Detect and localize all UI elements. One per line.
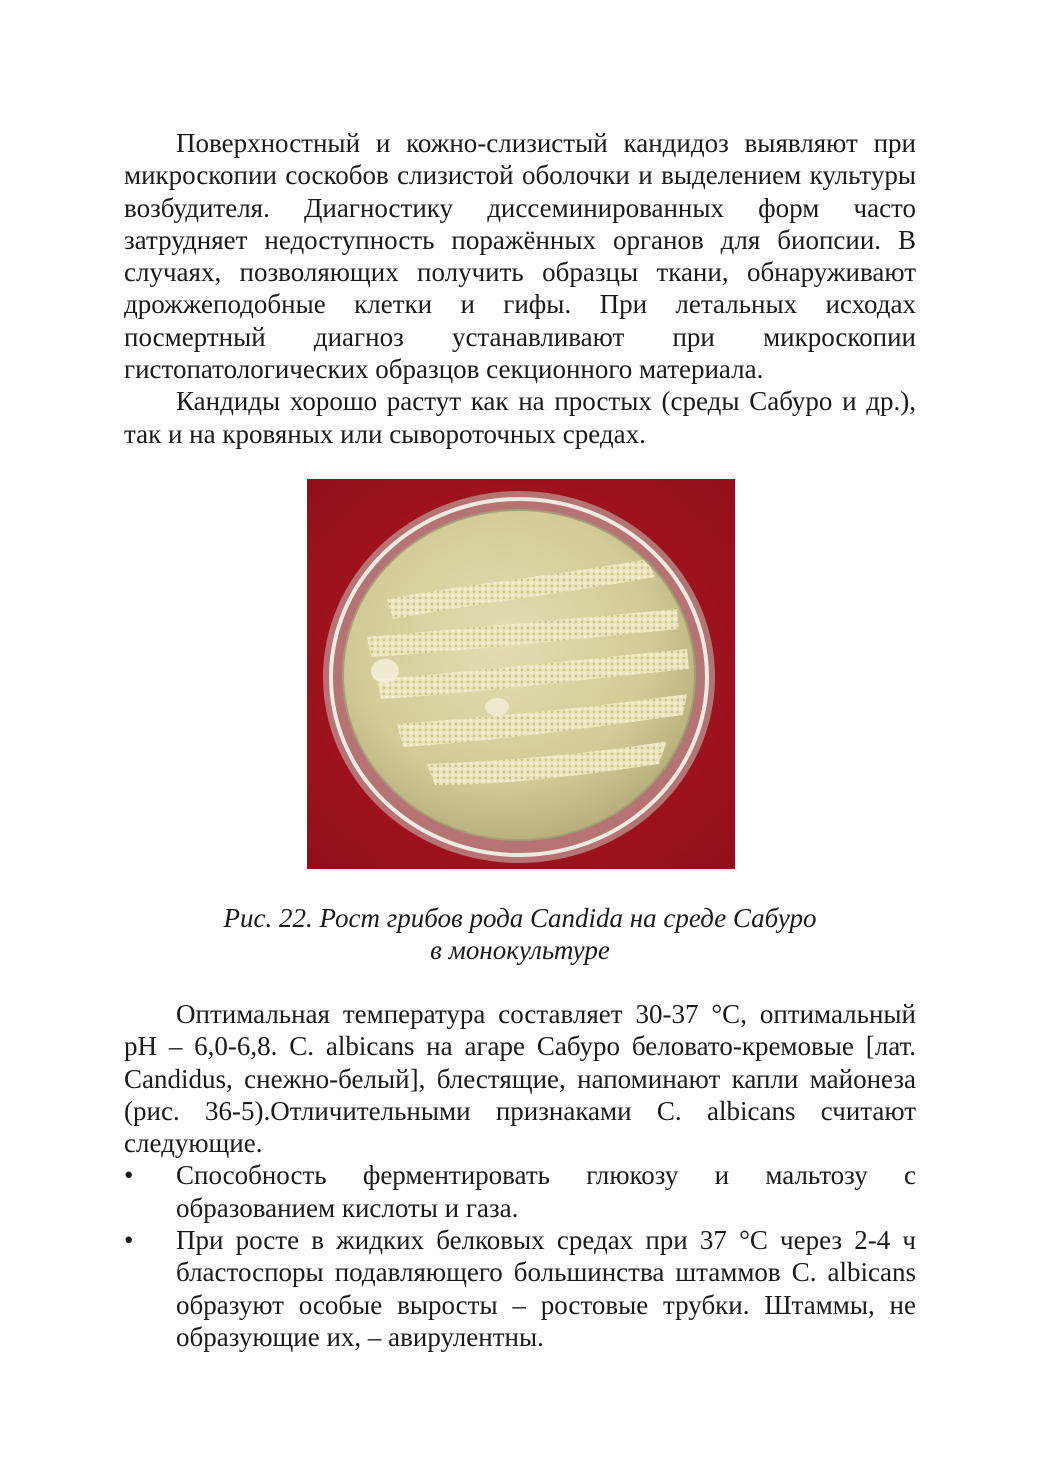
petri-dish-illustration [307, 479, 735, 869]
text-block-bottom [124, 998, 916, 1353]
bullet-icon: • [124, 1225, 134, 1256]
text-block-top [124, 127, 916, 450]
figure-caption [124, 902, 916, 966]
colony-drop [485, 698, 509, 716]
caption-line-1: Рис. 22. Рост грибов рода Candida на среде Сабуро [223, 903, 817, 933]
colony-drop [371, 659, 399, 683]
list-item-text: Способность ферментировать глюкозу и мальтозу с образованием кислоты и газа. [176, 1160, 916, 1223]
features-list [124, 1159, 916, 1353]
paragraph-diagnosis: Поверхностный и кожно-слизистый кандидоз выявляют при микроскопии соскобов слизистой оболочки и выделением культуры возбудителя. Диагностику диссеминированных форм часто затрудняет недоступность поражённых органов для биопсии. В случаях, позволяющих получить образцы ткани, обнаруживают дрожжеподобные клетки и гифы. При летальных исходах посмертный диагноз устанавливают при микроскопии гистопатологических образцов секционного материала. [124, 128, 916, 385]
bullet-icon: • [124, 1160, 134, 1191]
paragraph-growth-media: Кандиды хорошо растут как на простых (среды Сабуро и др.), так и на кровяных или сывороточных средах. [124, 386, 916, 449]
caption-line-2: в монокультуре [430, 935, 610, 965]
list-item-text: При росте в жидких белковых средах при 37 °С через 2-4 ч бластоспоры подавляющего большинства штаммов С. albicans образуют особые выросты – ростовые трубки. Штаммы, не образующие их, – авирулентны. [176, 1225, 916, 1352]
list-item [124, 1159, 916, 1224]
paragraph-temperature: Оптимальная температура составляет 30-37 °С, оптимальный pH – 6,0-6,8. С. albicans на агаре Сабуро беловато-кремовые [лат. Candidus, снежно-белый], блестящие, напоминают капли майонеза (рис. 36-5).Отличительными признаками С. albicans считают следующие. [124, 999, 916, 1159]
list-item [124, 1224, 916, 1353]
petri-dish-photo [307, 479, 735, 869]
